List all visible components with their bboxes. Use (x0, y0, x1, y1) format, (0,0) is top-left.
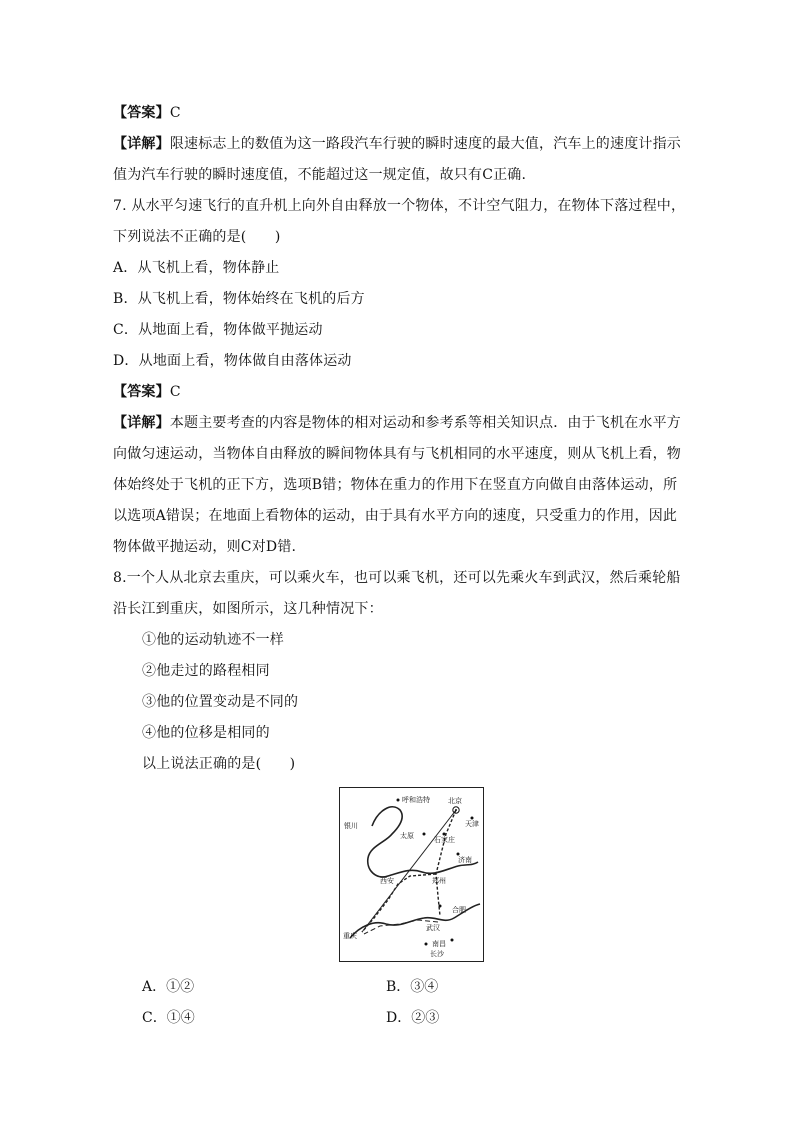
label-hohhot: 呼和浩特 (402, 796, 430, 804)
label-hefei: 合肥 (452, 906, 466, 914)
label-xian: 西安 (380, 877, 394, 885)
label-nanchang: 南昌 (432, 940, 446, 948)
q7-stem-line-2: 下列说法不正确的是( ) (113, 229, 281, 245)
q8-statement-3: ③他的位置变动是不同的 (142, 694, 299, 710)
q7-answer (113, 382, 181, 402)
label-shijiazhuang: 石家庄 (434, 836, 455, 844)
q8-option-b: B．③④ (386, 979, 439, 995)
label-beijing: 北京 (448, 797, 462, 805)
q8-statement-4: ④他的位移是相同的 (142, 725, 270, 741)
q8-stem-line-1: 8.一个人从北京去重庆，可以乘火车，也可以乘飞机，还可以先乘火车到武汉，然后乘轮船 (113, 570, 681, 586)
q8-statement-2: ②他走过的路程相同 (142, 663, 270, 679)
detail-text: 本题主要考查的内容是物体的相对运动和参考系等相关知识点．由于飞机在水平方 (169, 415, 682, 431)
label-yinchuan: 银川 (344, 822, 358, 830)
q6-detail-line-1 (113, 134, 681, 154)
q7-stem-line-1: 7. 从水平匀速飞行的直升机上向外自由释放一个物体，不计空气阻力，在物体下落过程中， (113, 198, 686, 214)
answer-value: C (169, 384, 181, 400)
q7-option-b: B．从飞机上看，物体始终在飞机的后方 (113, 291, 365, 307)
label-changsha: 长沙 (430, 950, 444, 958)
answer-tag: 【答案】 (113, 105, 170, 121)
q6-answer (113, 103, 181, 123)
q8-stem-line-2: 沿长江到重庆，如图所示，这几种情况下： (113, 601, 383, 617)
q7-detail-line-1 (113, 413, 681, 433)
detail-tag: 【详解】 (113, 136, 170, 152)
q8-prompt: 以上说法正确的是( ) (142, 756, 296, 772)
detail-text: 限速标志上的数值为这一路段汽车行驶的瞬时速度的最大值，汽车上的速度计指示 (169, 136, 682, 152)
q7-option-d: D．从地面上看，物体做自由落体运动 (113, 353, 352, 369)
yellow-river (368, 807, 478, 877)
q7-detail-line-2: 向做匀速运动，当物体自由释放的瞬间物体具有与飞机相同的水平速度，则从飞机上看，物 (113, 446, 681, 462)
label-tianjin: 天津 (465, 820, 479, 828)
q6-detail-line-2: 值为汽车行驶的瞬时速度值，不能超过这一规定值，故只有C正确. (113, 167, 527, 183)
label-wuhan: 武汉 (426, 924, 440, 932)
label-chongqing: 重庆 (343, 932, 357, 940)
q8-statement-1: ①他的运动轨迹不一样 (142, 632, 284, 648)
q7-option-c: C．从地面上看，物体做平抛运动 (113, 322, 323, 338)
q8-option-d: D．②③ (386, 1010, 440, 1026)
answer-tag: 【答案】 (113, 384, 170, 400)
answer-value: C (169, 105, 181, 121)
q8-option-a: A．①② (142, 979, 195, 995)
q7-detail-line-4: 以选项A错误；在地面上看物体的运动，由于具有水平方向的速度，只受重力的作用，因此 (113, 508, 678, 524)
q7-detail-line-5: 物体做平抛运动，则C对D错. (113, 539, 297, 555)
label-taiyuan: 太原 (400, 832, 414, 840)
q7-detail-line-3: 体始终处于飞机的正下方，选项B错；物体在重力的作用下在竖直方向做自由落体运动，所 (113, 477, 678, 493)
label-zhengzhou: 郑州 (432, 877, 446, 885)
label-jinan: 济南 (458, 856, 472, 864)
route-map-figure (339, 787, 484, 962)
detail-tag: 【详解】 (113, 415, 170, 431)
q7-option-a: A．从飞机上看，物体静止 (113, 260, 280, 276)
railway-beijing-wuhan (436, 810, 456, 916)
q8-option-c: C．①④ (142, 1010, 195, 1026)
route-map-drawing (340, 788, 485, 963)
